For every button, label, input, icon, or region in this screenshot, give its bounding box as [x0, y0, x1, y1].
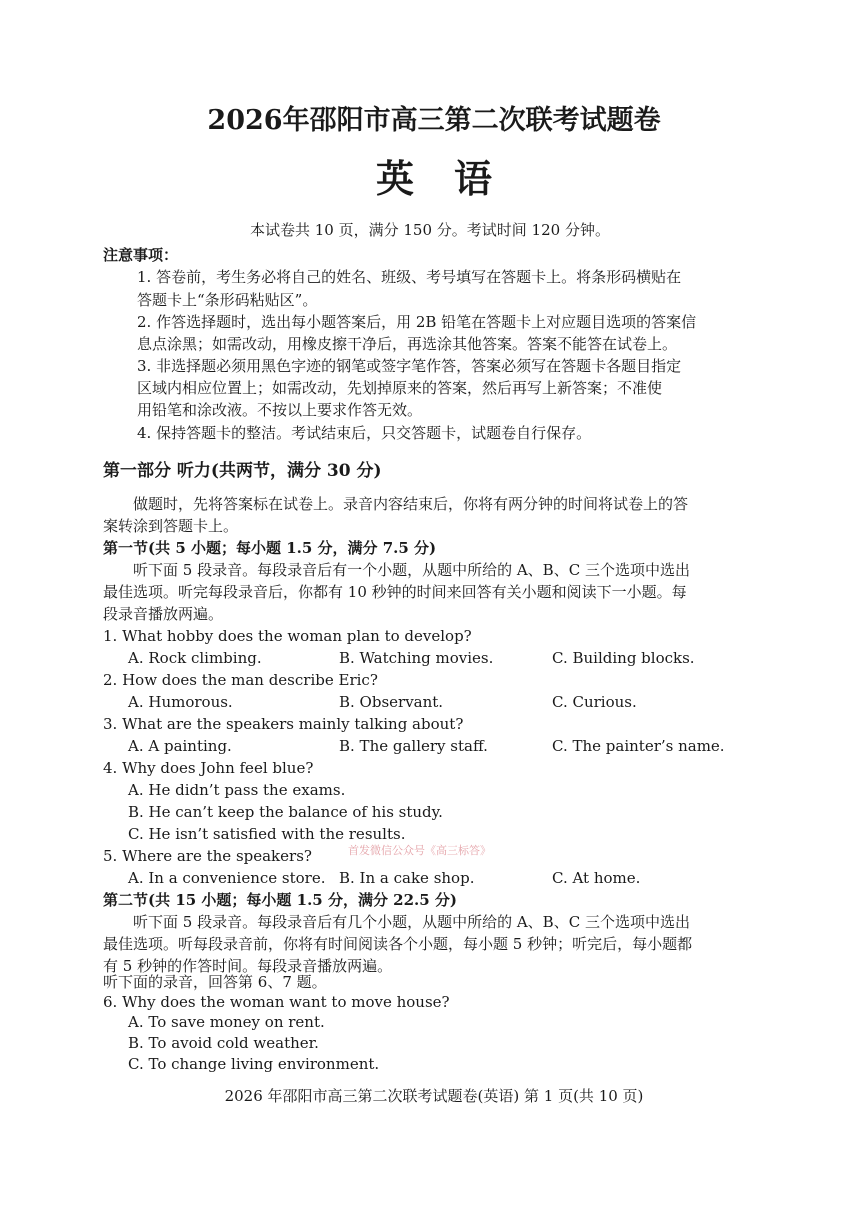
watermark-text: 首发微信公众号《高三标答》 — [348, 844, 491, 857]
part1-heading: 第一部分 听力(共两节，满分 30 分) — [103, 461, 382, 481]
question-text: 2. How does the man describe Eric? — [103, 671, 378, 689]
option-b: B. Watching movies. — [339, 649, 494, 667]
notice-line: 用铅笔和涂改液。不按以上要求作答无效。 — [137, 401, 423, 419]
notice-line: 1. 答卷前，考生务必将自己的姓名、班级、考号填写在答题卡上。将条形码横贴在 — [137, 268, 682, 286]
question-text: 3. What are the speakers mainly talking about? — [103, 715, 464, 733]
option-c: C. The painter’s name. — [552, 737, 725, 755]
option-b: B. To avoid cold weather. — [128, 1034, 319, 1052]
page-footer: 2026 年邵阳市高三第二次联考试题卷(英语) 第 1 页(共 10 页) — [224, 1087, 644, 1105]
group-intro: 听下面的录音，回答第 6、7 题。 — [103, 973, 327, 991]
notice-line: 息点涂黑；如需改动，用橡皮擦干净后，再选涂其他答案。答案不能答在试卷上。 — [137, 335, 678, 353]
notice-line: 区域内相应位置上；如需改动，先划掉原来的答案，然后再写上新答案；不准使 — [137, 379, 663, 397]
option-c: C. Building blocks. — [552, 649, 695, 667]
section2-instructions: 最佳选项。听每段录音前，你将有时间阅读各个小题，每小题 5 秒钟；听完后，每小题都 — [103, 935, 693, 953]
notice-line: 4. 保持答题卡的整洁。考试结束后，只交答题卡，试题卷自行保存。 — [137, 424, 592, 442]
section1-instructions: 段录音播放两遍。 — [103, 605, 224, 623]
section1-instructions: 最佳选项。听完每段录音后，你都有 10 秒钟的时间来回答有关小题和阅读下一小题。每 — [103, 583, 687, 601]
option-c: C. At home. — [552, 869, 641, 887]
section1-instructions: 听下面 5 段录音。每段录音后有一个小题，从题中所给的 A、B、C 三个选项中选出 — [133, 561, 690, 579]
exam-info: 本试卷共 10 页，满分 150 分。考试时间 120 分钟。 — [250, 221, 610, 239]
option-a: A. Rock climbing. — [128, 649, 262, 667]
section1-heading: 第一节(共 5 小题；每小题 1.5 分，满分 7.5 分) — [103, 539, 437, 557]
question-text: 5. Where are the speakers? — [103, 847, 312, 865]
subject-title: 英语 — [375, 156, 532, 201]
notice-heading: 注意事项： — [103, 246, 179, 264]
notice-line: 2. 作答选择题时，选出每小题答案后，用 2B 铅笔在答题卡上对应题目选项的答案信 — [137, 313, 697, 331]
section2-heading: 第二节(共 15 小题；每小题 1.5 分，满分 22.5 分) — [103, 891, 458, 909]
option-c: C. To change living environment. — [128, 1055, 380, 1073]
option-b: B. In a cake shop. — [339, 869, 475, 887]
option-a: A. In a convenience store. — [128, 869, 326, 887]
section2-instructions: 听下面 5 段录音。每段录音后有几个小题，从题中所给的 A、B、C 三个选项中选出 — [133, 913, 690, 931]
option-a: A. Humorous. — [128, 693, 233, 711]
option-a: A. A painting. — [128, 737, 232, 755]
question-text: 4. Why does John feel blue? — [103, 759, 314, 777]
option-a: A. He didn’t pass the exams. — [128, 781, 346, 799]
question-text: 6. Why does the woman want to move house? — [103, 993, 450, 1011]
question-text: 1. What hobby does the woman plan to develop? — [103, 627, 472, 645]
notice-line: 答题卡上“条形码粘贴区”。 — [137, 291, 318, 309]
option-b: B. The gallery staff. — [339, 737, 488, 755]
section2-instructions: 有 5 秒钟的作答时间。每段录音播放两遍。 — [103, 957, 393, 975]
option-b: B. Observant. — [339, 693, 444, 711]
part1-intro: 做题时，先将答案标在试卷上。录音内容结束后，你将有两分钟的时间将试卷上的答 — [133, 495, 689, 513]
option-c: C. Curious. — [552, 693, 637, 711]
notice-line: 3. 非选择题必须用黑色字迹的钢笔或签字笔作答，答案必须写在答题卡各题目指定 — [137, 357, 682, 375]
exam-title: 2026年邵阳市高三第二次联考试题卷 — [207, 105, 661, 136]
part1-intro: 案转涂到答题卡上。 — [103, 517, 239, 535]
option-a: A. To save money on rent. — [128, 1013, 325, 1031]
option-c: C. He isn’t satisfied with the results. — [128, 825, 406, 843]
option-b: B. He can’t keep the balance of his study. — [128, 803, 443, 821]
